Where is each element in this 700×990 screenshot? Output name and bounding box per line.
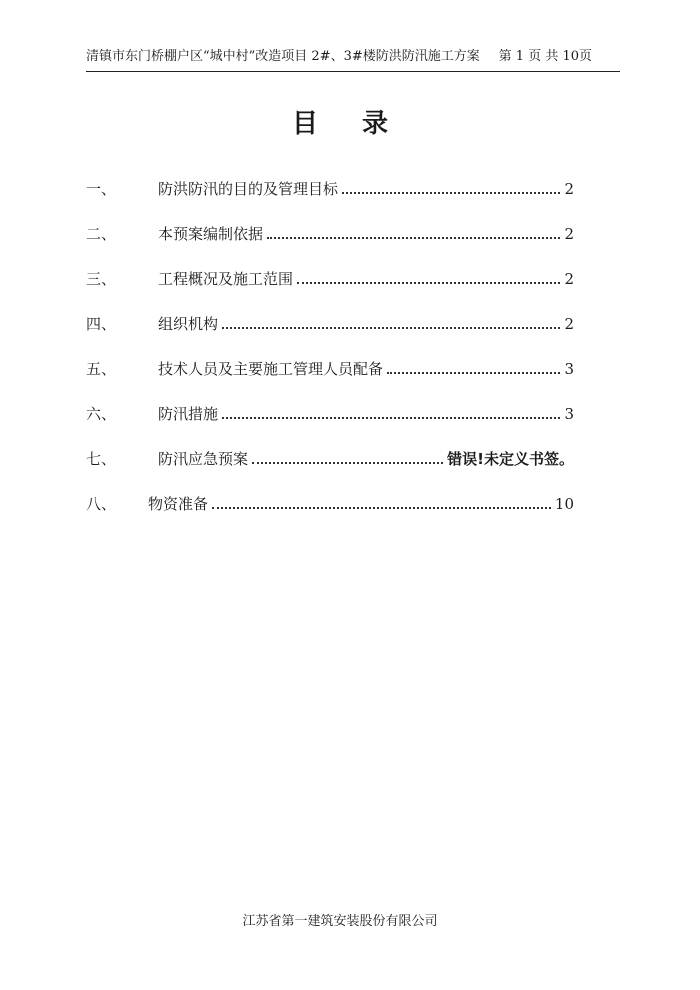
toc-entry-text: 组织机构 (158, 315, 219, 333)
toc-entry[interactable] (86, 166, 574, 211)
toc-entry-page: 2 (564, 224, 574, 243)
toc-entry[interactable] (86, 391, 574, 436)
toc-entry-number: 八、 (86, 495, 117, 513)
toc-entry-page: 2 (564, 314, 574, 333)
toc-entry-text: 技术人员及主要施工管理人员配备 (158, 360, 384, 378)
toc-entry[interactable] (86, 346, 574, 391)
toc-entry-number: 五、 (86, 360, 117, 378)
toc-entry-number: 六、 (86, 405, 117, 423)
toc-leader-dots (222, 416, 560, 419)
toc-leader-dots (297, 281, 560, 284)
header-title: 清镇市东门桥棚户区“城中村”改造项目 2#、3#楼防洪防汛施工方案 (86, 49, 480, 64)
toc-entry-number: 二、 (86, 225, 117, 243)
toc-entry-number: 一、 (86, 180, 117, 198)
toc-entry-number: 三、 (86, 270, 117, 288)
toc-entry-page: 3 (564, 404, 574, 423)
toc-entry[interactable] (86, 301, 574, 346)
toc-entry-text: 本预案编制依据 (158, 225, 264, 243)
toc-entry[interactable] (86, 481, 574, 526)
toc-entry[interactable] (86, 256, 574, 301)
toc-entry-text: 防汛应急预案 (158, 450, 249, 468)
title-char-1: 目 (291, 109, 318, 139)
toc-entry-text: 防洪防汛的目的及管理目标 (158, 180, 339, 198)
page-header (86, 46, 620, 68)
header-divider (86, 71, 620, 72)
toc-entry-text: 工程概况及施工范围 (158, 270, 294, 288)
toc-leader-dots (387, 371, 560, 374)
toc-entry-page: 3 (564, 359, 574, 378)
toc-entry-number: 七、 (86, 450, 117, 468)
toc-leader-dots (342, 191, 560, 194)
toc-entry-text: 防汛措施 (158, 405, 219, 423)
toc-leader-dots (222, 326, 560, 329)
toc-entry-page: 2 (564, 269, 574, 288)
toc-entry-page: 2 (564, 179, 574, 198)
toc-entry-text: 物资准备 (148, 495, 209, 513)
document-title (0, 106, 680, 142)
toc-entry-page: 10 (554, 494, 574, 513)
title-char-2: 录 (362, 109, 389, 139)
toc-entry-page-error: 错误!未定义书签。 (447, 450, 574, 468)
toc-leader-dots (252, 461, 443, 464)
toc-leader-dots (212, 506, 551, 509)
table-of-contents (86, 166, 574, 526)
footer-company: 江苏省第一建筑安装股份有限公司 (242, 914, 438, 929)
toc-leader-dots (267, 236, 560, 239)
toc-entry[interactable] (86, 436, 574, 481)
toc-entry[interactable] (86, 211, 574, 256)
toc-entry-number: 四、 (86, 315, 117, 333)
header-page-info: 第 1 页 共 10页 (498, 49, 592, 64)
page-footer (0, 912, 680, 932)
